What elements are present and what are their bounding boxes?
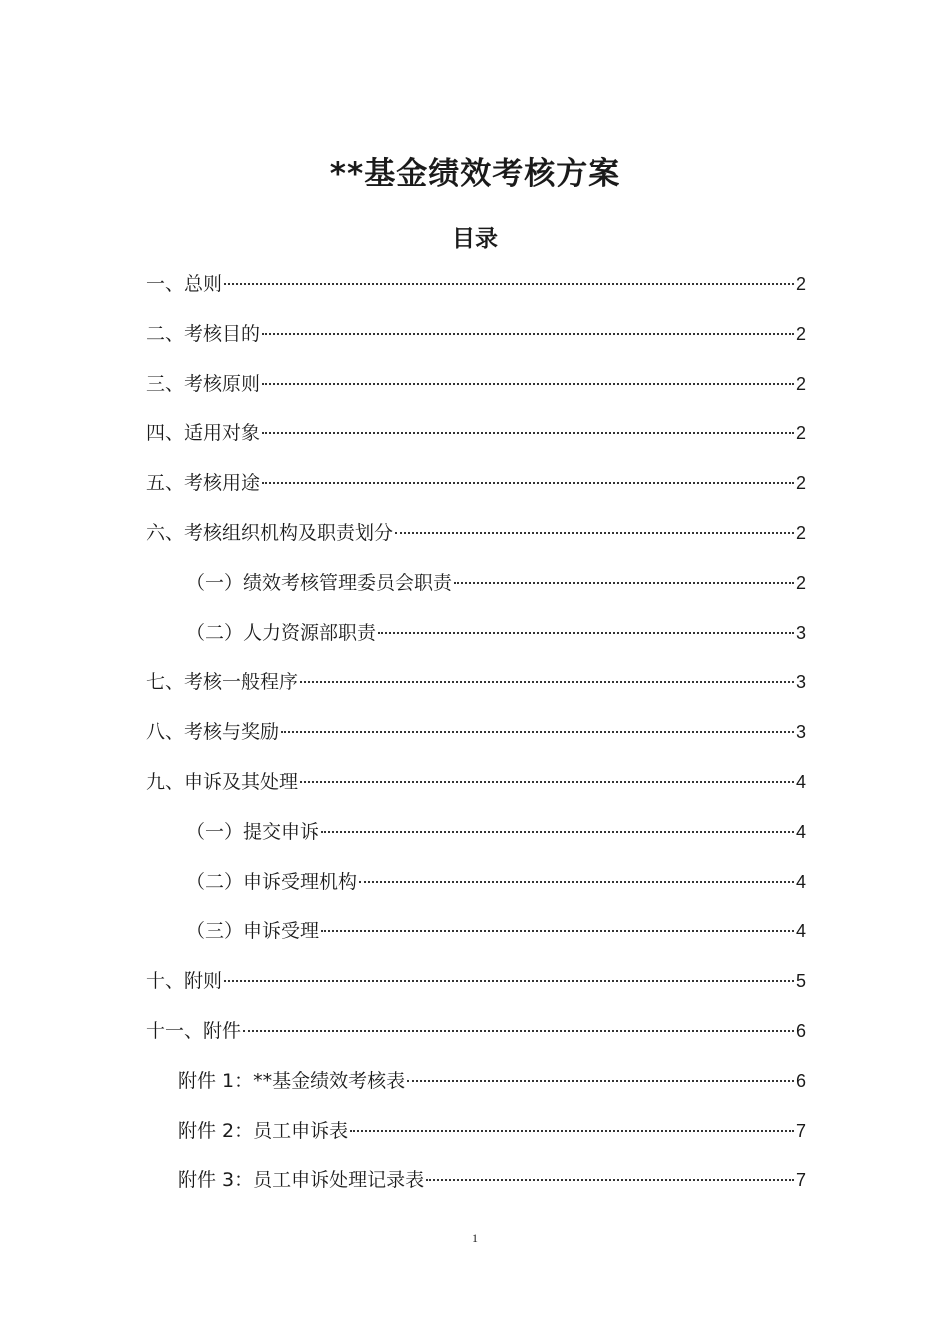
toc-dot-leader bbox=[281, 731, 794, 733]
toc-entry[interactable] bbox=[146, 760, 806, 810]
toc-dot-leader bbox=[321, 930, 794, 932]
toc-entry-page: 2 bbox=[795, 473, 806, 494]
toc-entry-label: 附件 1：**基金绩效考核表 bbox=[178, 1069, 406, 1092]
toc-entry[interactable] bbox=[146, 1059, 806, 1109]
document-title: **基金绩效考核方案 bbox=[329, 155, 621, 192]
toc-entry-label: 附件 3：员工申诉处理记录表 bbox=[178, 1169, 425, 1192]
toc-entry-page: 3 bbox=[795, 722, 806, 743]
toc-entry-label: （三）申诉受理 bbox=[186, 920, 320, 943]
toc-entry-label: （二）人力资源部职责 bbox=[186, 621, 377, 644]
toc-dot-leader bbox=[243, 1030, 794, 1032]
toc-entry-page: 3 bbox=[795, 672, 806, 693]
toc-entry[interactable] bbox=[146, 909, 806, 959]
toc-entry[interactable] bbox=[146, 810, 806, 860]
toc-entry[interactable] bbox=[146, 262, 806, 312]
toc-entry-page: 6 bbox=[795, 1070, 806, 1091]
toc-entry[interactable] bbox=[146, 1109, 806, 1159]
toc-entry-page: 7 bbox=[795, 1170, 806, 1191]
toc-entry-label: （一）绩效考核管理委员会职责 bbox=[186, 571, 453, 594]
toc-entry-page: 4 bbox=[795, 821, 806, 842]
toc-entry-label: 三、考核原则 bbox=[146, 372, 261, 395]
toc-entry-page: 2 bbox=[795, 572, 806, 593]
toc-entry[interactable] bbox=[146, 710, 806, 760]
toc-dot-leader bbox=[262, 432, 794, 434]
toc-entry[interactable] bbox=[146, 511, 806, 561]
toc-entry[interactable] bbox=[146, 611, 806, 661]
toc-entry-label: （二）申诉受理机构 bbox=[186, 870, 358, 893]
toc-entry-label: 六、考核组织机构及职责划分 bbox=[146, 521, 394, 544]
toc-entry[interactable] bbox=[146, 660, 806, 710]
toc-entry[interactable] bbox=[146, 860, 806, 910]
toc-dot-leader bbox=[378, 632, 794, 634]
toc-entry-label: 四、适用对象 bbox=[146, 422, 261, 445]
toc-entry[interactable] bbox=[146, 312, 806, 362]
toc-dot-leader bbox=[262, 383, 794, 385]
toc-dot-leader bbox=[300, 681, 794, 683]
toc-entry-page: 2 bbox=[795, 522, 806, 543]
page-number: 1 bbox=[472, 1231, 478, 1245]
toc-dot-leader bbox=[262, 482, 794, 484]
toc-entry-page: 4 bbox=[795, 921, 806, 942]
toc-entry[interactable] bbox=[146, 959, 806, 1009]
toc-entry-label: 十、附则 bbox=[146, 970, 223, 993]
toc-entry[interactable] bbox=[146, 461, 806, 511]
toc-heading: 目录 bbox=[452, 226, 498, 253]
toc-entry-label: 七、考核一般程序 bbox=[146, 671, 299, 694]
toc-entry-page: 4 bbox=[795, 871, 806, 892]
toc-dot-leader bbox=[395, 532, 794, 534]
toc-entry-label: 附件 2：员工申诉表 bbox=[178, 1119, 349, 1142]
toc-entry-label: 十一、附件 bbox=[146, 1019, 242, 1042]
toc-entry-page: 2 bbox=[795, 373, 806, 394]
toc-entry-label: （一）提交申诉 bbox=[186, 820, 320, 843]
toc-entry[interactable] bbox=[146, 411, 806, 461]
toc-entry-label: 九、申诉及其处理 bbox=[146, 770, 299, 793]
toc-dot-leader bbox=[224, 980, 794, 982]
toc-entry[interactable] bbox=[146, 1009, 806, 1059]
toc-entry-page: 3 bbox=[795, 622, 806, 643]
toc-entry-page: 7 bbox=[795, 1120, 806, 1141]
toc-entry[interactable] bbox=[146, 362, 806, 412]
toc-dot-leader bbox=[454, 582, 794, 584]
toc-entry-page: 4 bbox=[795, 771, 806, 792]
toc-entry-label: 二、考核目的 bbox=[146, 322, 261, 345]
toc-dot-leader bbox=[359, 881, 794, 883]
toc-entry[interactable] bbox=[146, 1158, 806, 1208]
toc-entry-label: 一、总则 bbox=[146, 273, 223, 295]
toc-entry-page: 2 bbox=[795, 323, 806, 344]
toc-entry-label: 八、考核与奖励 bbox=[146, 721, 280, 744]
table-of-contents bbox=[146, 262, 806, 1208]
toc-entry-page: 5 bbox=[795, 971, 806, 992]
toc-dot-leader bbox=[407, 1080, 794, 1082]
toc-entry-page: 2 bbox=[795, 274, 806, 294]
toc-dot-leader bbox=[300, 781, 794, 783]
toc-entry-page: 2 bbox=[795, 423, 806, 444]
toc-dot-leader bbox=[224, 283, 794, 285]
toc-entry[interactable] bbox=[146, 561, 806, 611]
toc-dot-leader bbox=[321, 831, 794, 833]
toc-dot-leader bbox=[262, 333, 794, 335]
toc-dot-leader bbox=[350, 1130, 794, 1132]
toc-dot-leader bbox=[426, 1179, 794, 1181]
toc-entry-page: 6 bbox=[795, 1020, 806, 1041]
toc-entry-label: 五、考核用途 bbox=[146, 472, 261, 495]
